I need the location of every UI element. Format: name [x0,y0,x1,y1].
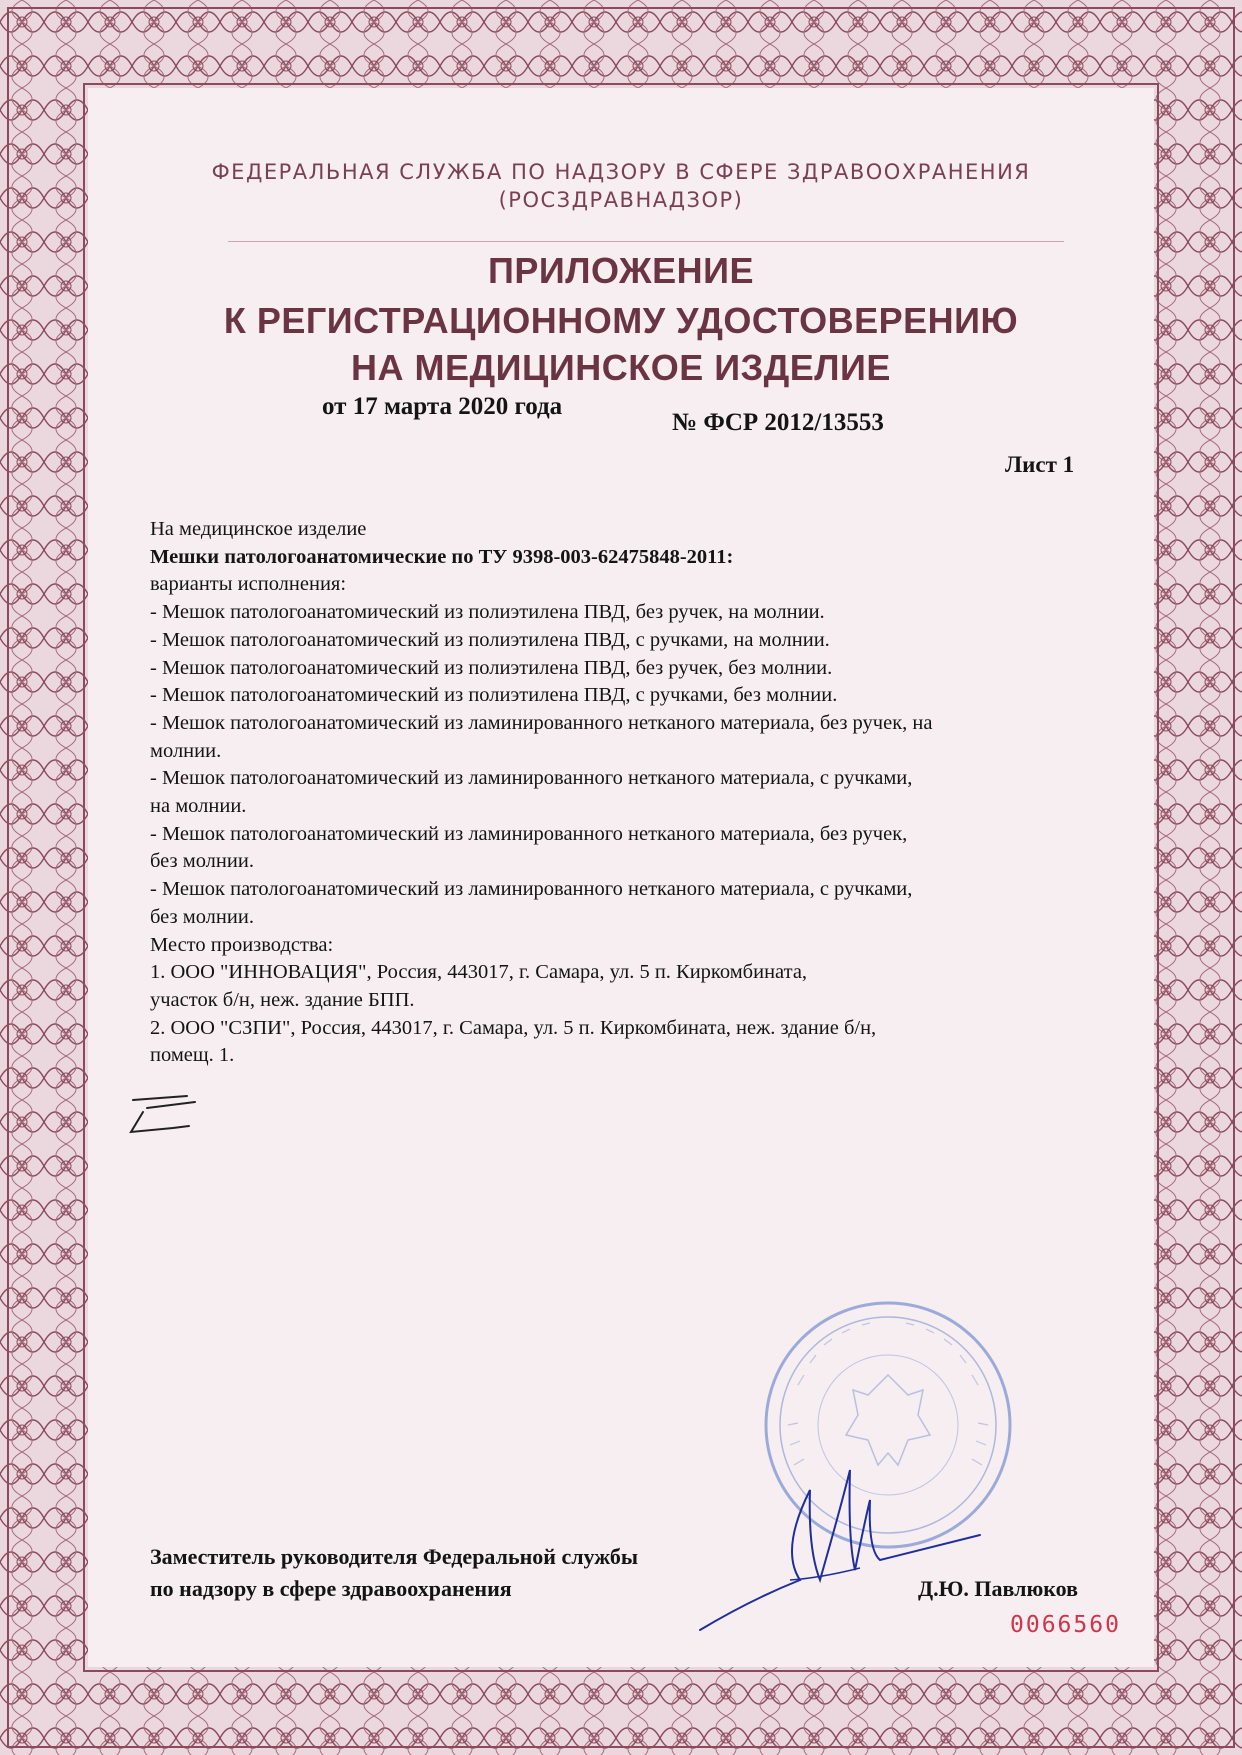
variant-line: на молнии. [150,795,247,818]
signatory-position [150,1541,638,1605]
variant-line: - Мешок патологоанатомический из полиэтилена ПВД, с ручками, на молнии. [150,628,830,651]
variant-line: - Мешок патологоанатомический из полиэтилена ПВД, с ручками, без молнии. [150,684,838,707]
variants-label: варианты исполнения: [150,573,347,596]
intro-line: На медицинское изделие [150,518,367,540]
document-title-line2: К РЕГИСТРАЦИОННОМУ УДОСТОВЕРЕНИЮ [223,300,1019,341]
initials-mark [125,1092,215,1142]
document-title-line1: ПРИЛОЖЕНИЕ [488,250,754,291]
variant-line: - Мешок патологоанатомический из ламинированного нетканого материала, с ручками, [150,767,913,790]
signatory-position-line2: по надзору в сфере здравоохранения [150,1576,512,1601]
variant-line: без молнии. [150,850,254,873]
variant-line: - Мешок патологоанатомический из полиэтилена ПВД, без ручек, без молнии. [150,656,833,679]
variant-line: - Мешок патологоанатомический из ламинированного нетканого материала, с ручками, [150,878,913,901]
variant-line: без молнии. [150,905,254,928]
registration-number: № ФСР 2012/13553 [672,409,884,436]
header-divider [228,241,1064,242]
sheet-number: Лист 1 [1005,452,1075,477]
production-site-line: помещ. 1. [150,1044,235,1067]
form-serial-number: 0066560 [1010,1612,1121,1638]
document-text [150,516,1110,1070]
production-site-line: 1. ООО "ИННОВАЦИЯ", Россия, 443017, г. Самара, ул. 5 п. Киркомбината, [150,961,808,984]
agency-name: ФЕДЕРАЛЬНАЯ СЛУЖБА ПО НАДЗОРУ В СФЕРЕ ЗДРАВООХРАНЕНИЯ [211,160,1031,184]
production-site-line: участок б/н, неж. здание БПП. [150,988,415,1011]
production-site-line: 2. ООО "СЗПИ", Россия, 443017, г. Самара, ул. 5 п. Киркомбината, неж. здание б/н, [150,1016,877,1039]
production-label: Место производства: [150,933,334,956]
handwritten-signature [690,1430,990,1650]
variant-line: - Мешок патологоанатомический из полиэтилена ПВД, без ручек, на молнии. [150,601,825,624]
signatory-position-line1: Заместитель руководителя Федеральной службы [150,1544,639,1569]
signatory-name: Д.Ю. Павлюков [918,1576,1078,1601]
variant-line: - Мешок патологоанатомический из ламинированного нетканого материала, без ручек, [150,822,908,845]
variant-line: молнии. [150,739,222,762]
variant-line: - Мешок патологоанатомический из ламинированного нетканого материала, без ручек, на [150,711,933,734]
document-title-line3: НА МЕДИЦИНСКОЕ ИЗДЕЛИЕ [351,347,891,388]
issue-date: от 17 марта 2020 года [322,393,563,420]
product-name: Мешки патологоанатомические по ТУ 9398-003-62475848-2011: [150,545,734,568]
agency-abbreviation: (РОСЗДРАВНАДЗОР) [498,188,744,212]
